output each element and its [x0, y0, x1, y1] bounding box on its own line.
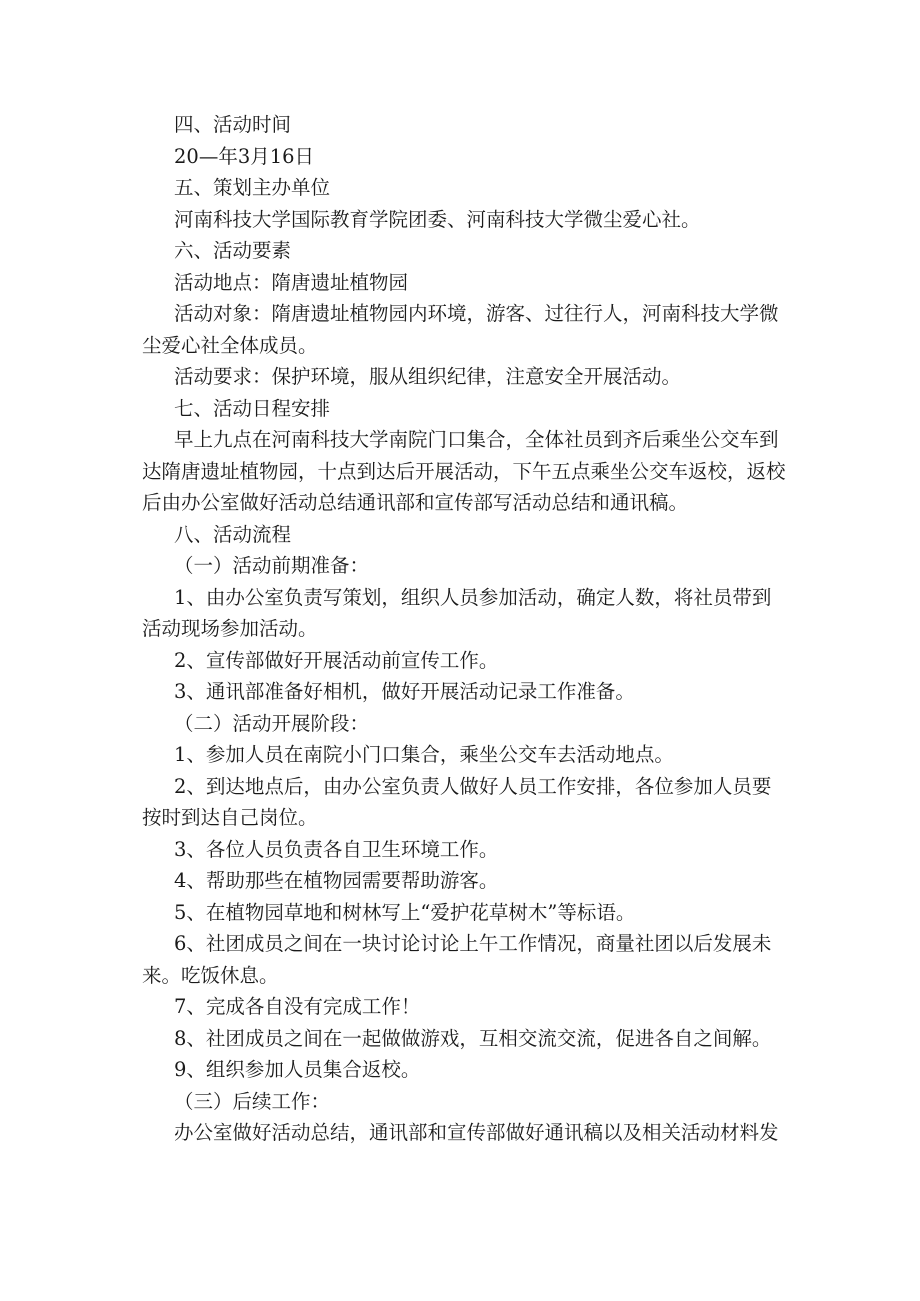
activity-target-line-2: 尘爱心社全体成员。 — [142, 333, 318, 357]
document-body — [142, 109, 802, 1149]
prep-item-3: 3、通讯部准备好相机，做好开展活动记录工作准备。 — [174, 680, 635, 703]
subsection-heading-preparation: （一）活动前期准备： — [174, 554, 370, 577]
activity-requirements: 活动要求：保护环境，服从组织纪律，注意安全开展活动。 — [174, 365, 682, 388]
exec-item-7: 7、完成各自没有完成工作！ — [174, 995, 421, 1018]
section-heading-activity-time: 四、活动时间 — [174, 113, 292, 136]
exec-item-5: 5、在植物园草地和树林写上“爱护花草树木”等标语。 — [174, 900, 636, 924]
activity-target-line-1: 活动对象：隋唐遗址植物园内环境，游客、过往行人，河南科技大学微 — [174, 302, 779, 325]
exec-item-3: 3、各位人员负责各自卫生环境工作。 — [174, 837, 499, 861]
schedule-line-1: 早上九点在河南科技大学南院门口集合，全体社员到齐后乘坐公交车到 — [174, 428, 779, 451]
section-heading-elements: 六、活动要素 — [174, 239, 292, 262]
prep-item-1-line-1: 1、由办公室负责写策划，组织人员参加活动，确定人数，将社员带到 — [174, 585, 772, 609]
section-heading-schedule: 七、活动日程安排 — [174, 396, 331, 420]
subsection-heading-followup: （三）后续工作： — [174, 1089, 331, 1113]
exec-item-6-line-2: 来。吃饭休息。 — [142, 963, 279, 987]
exec-item-2-line-2: 按时到达自己岗位。 — [142, 806, 318, 829]
schedule-line-2: 达隋唐遗址植物园，十点到达后开展活动，下午五点乘坐公交车返校，返校 — [142, 459, 786, 483]
activity-date: 20—年3月16日 — [174, 144, 315, 168]
activity-location: 活动地点：隋唐遗址植物园 — [174, 270, 409, 294]
exec-item-8: 8、社团成员之间在一起做做游戏，互相交流交流，促进各自之间解。 — [174, 1026, 772, 1050]
exec-item-9: 9、组织参加人员集合返校。 — [174, 1058, 421, 1081]
section-heading-organizer: 五、策划主办单位 — [174, 176, 331, 199]
subsection-heading-execution: （二）活动开展阶段： — [174, 711, 370, 735]
exec-item-4: 4、帮助那些在植物园需要帮助游客。 — [174, 869, 499, 892]
exec-item-6-line-1: 6、社团成员之间在一块讨论讨论上午工作情况，商量社团以后发展未 — [174, 932, 772, 955]
organizer-text: 河南科技大学国际教育学院团委、河南科技大学微尘爱心社。 — [174, 207, 701, 231]
prep-item-1-line-2: 活动现场参加活动。 — [142, 617, 318, 640]
exec-item-2-line-1: 2、到达地点后，由办公室负责人做好人员工作安排，各位参加人员要 — [174, 774, 772, 798]
prep-item-2: 2、宣传部做好开展活动前宣传工作。 — [174, 648, 499, 672]
followup-text: 办公室做好活动总结，通讯部和宣传部做好通讯稿以及相关活动材料发 — [174, 1121, 779, 1144]
section-heading-process: 八、活动流程 — [174, 522, 292, 546]
exec-item-1: 1、参加人员在南院小门口集合，乘坐公交车去活动地点。 — [174, 743, 674, 766]
schedule-line-3: 后由办公室做好活动总结通讯部和宣传部写活动总结和通讯稿。 — [142, 491, 689, 514]
